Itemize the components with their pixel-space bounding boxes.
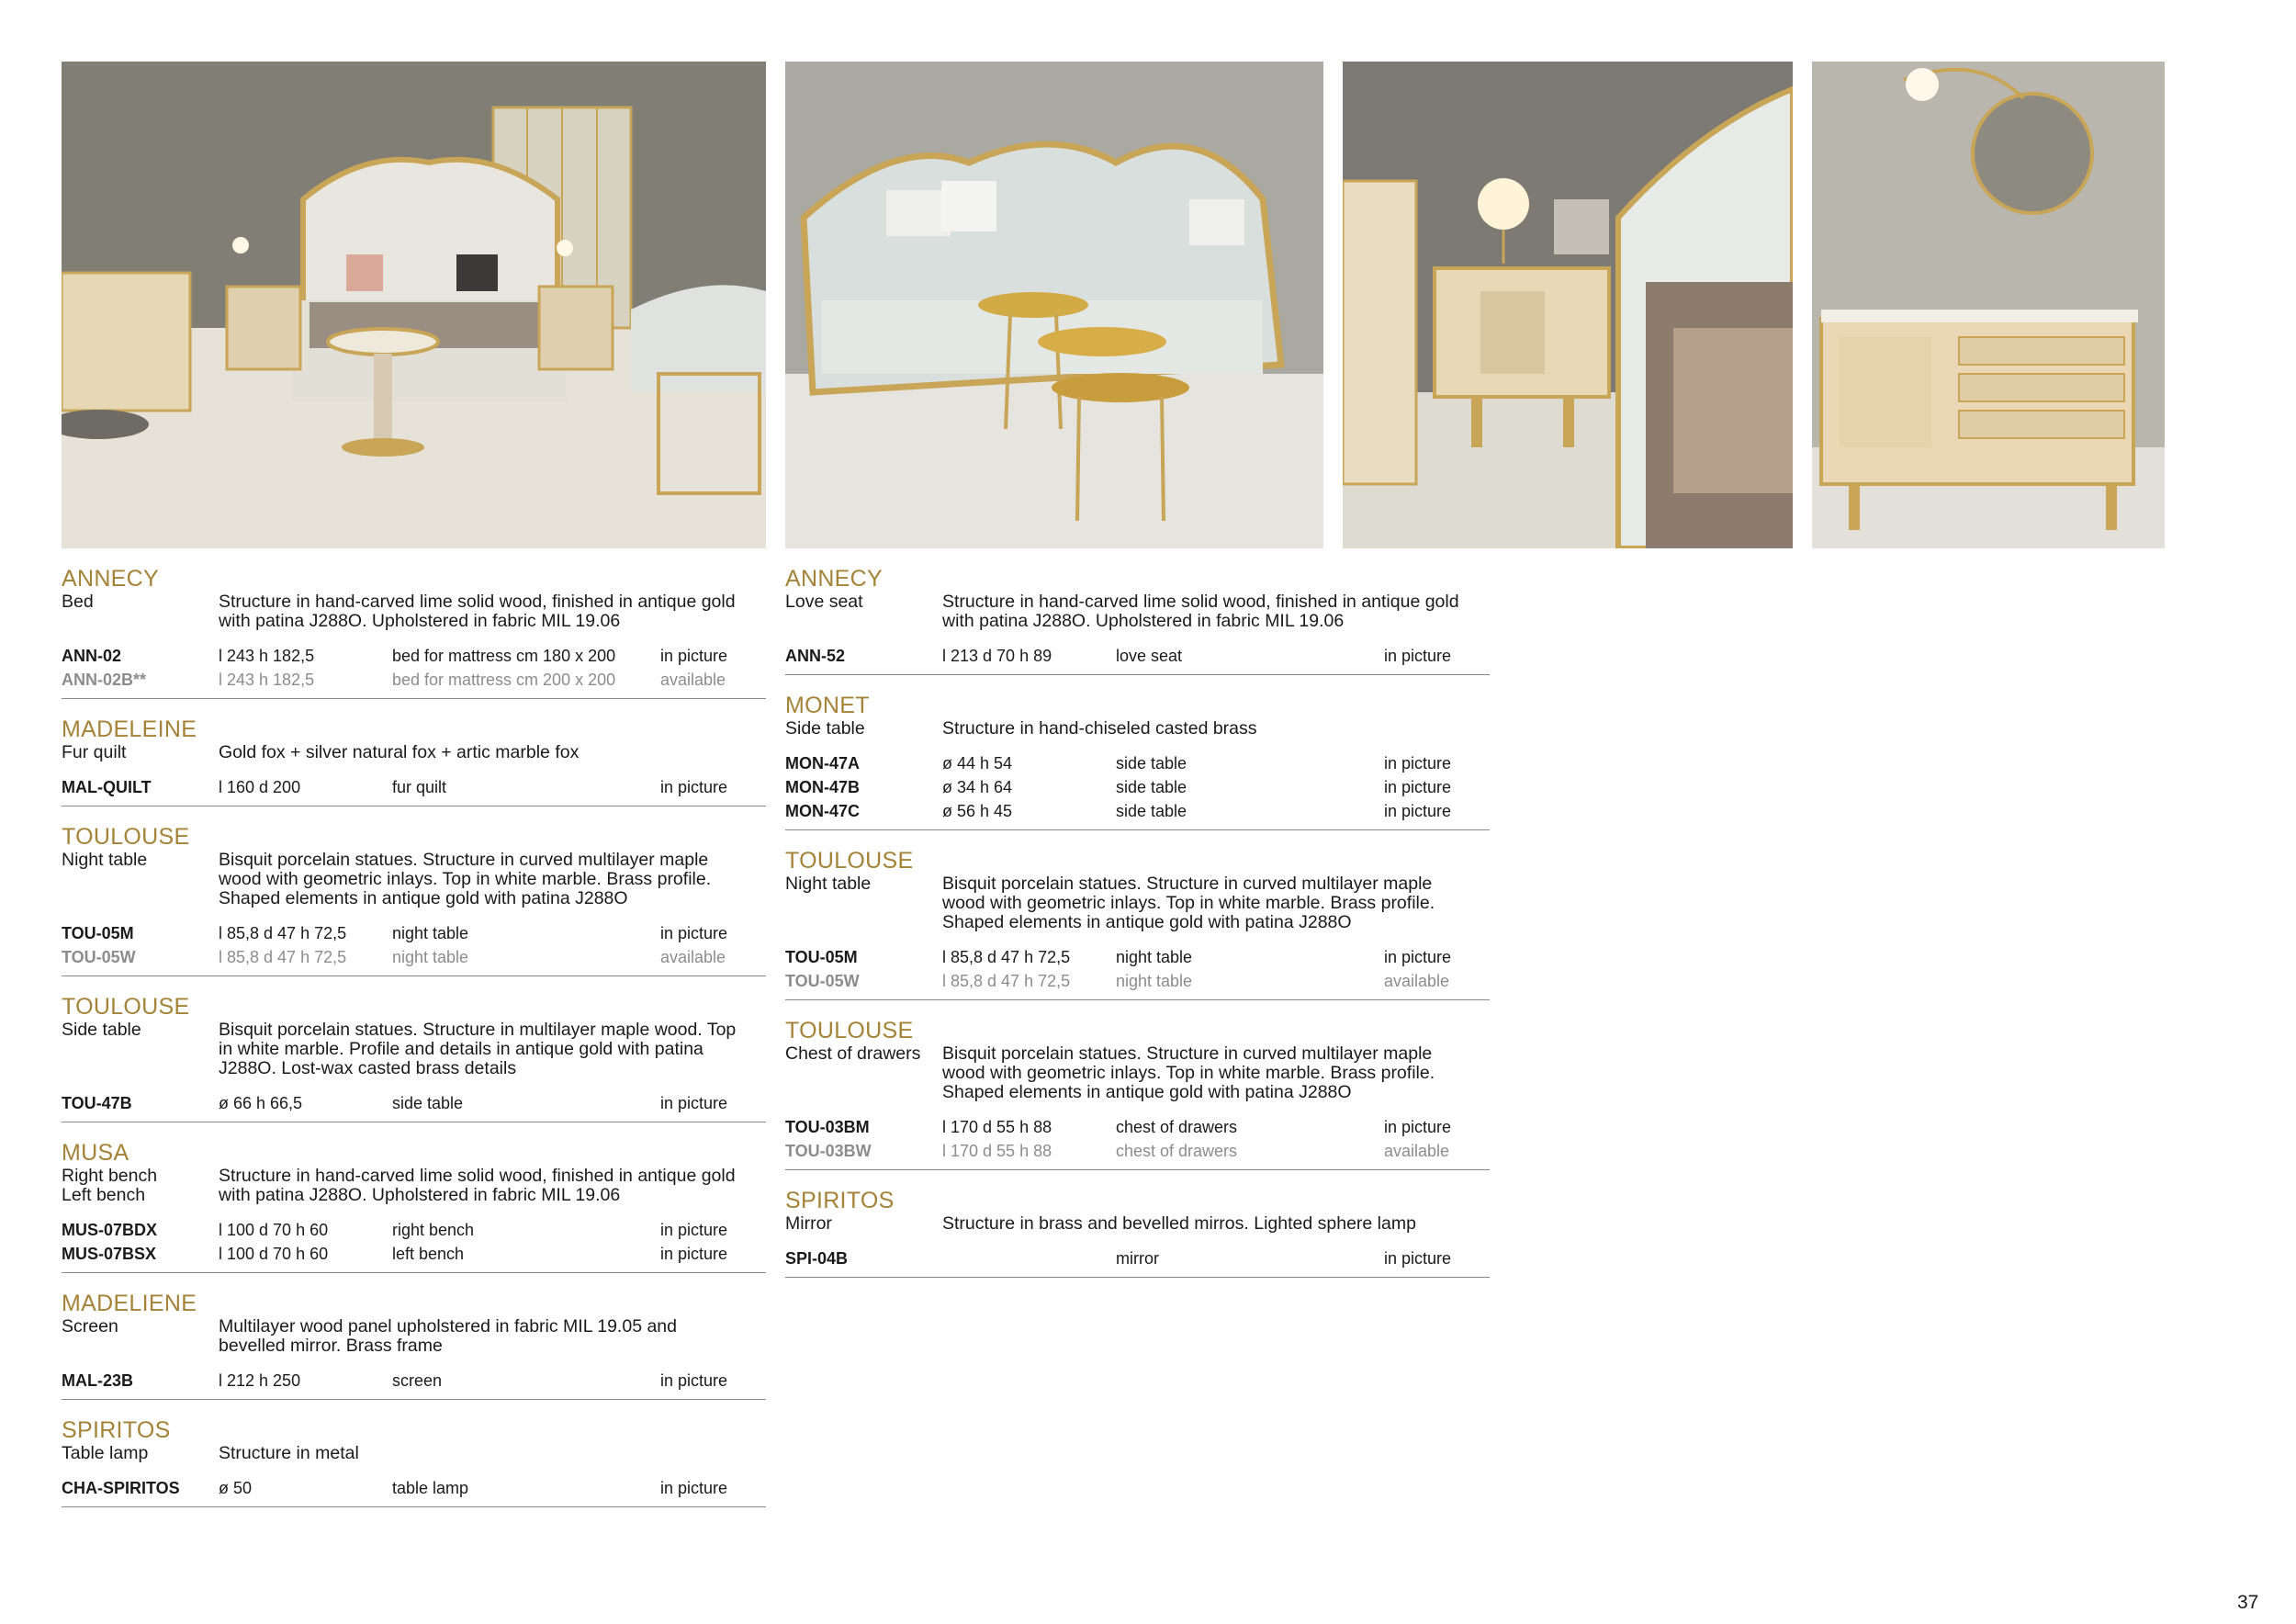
product-dims: l 100 d 70 h 60 xyxy=(219,1221,329,1239)
product-code-table xyxy=(785,1246,1490,1278)
product-type: Mirror xyxy=(785,1213,832,1234)
product-status: available xyxy=(1384,1142,1450,1160)
product-code-row xyxy=(62,1218,766,1242)
product-dims: ø 66 h 66,5 xyxy=(219,1094,303,1112)
product-code-table xyxy=(62,1091,766,1122)
product-type: night table xyxy=(392,924,469,942)
product-dims: l 85,8 d 47 h 72,5 xyxy=(942,948,1071,966)
product-status: in picture xyxy=(1384,647,1452,665)
product-type: left bench xyxy=(392,1245,465,1263)
product-code: MON-47B xyxy=(785,778,861,796)
product-code: TOU-05M xyxy=(785,948,858,966)
product-code-row xyxy=(785,1115,1490,1139)
product-dims: l 170 d 55 h 88 xyxy=(942,1118,1052,1136)
product-type: fur quilt xyxy=(392,778,447,796)
product-type: mirror xyxy=(1116,1249,1159,1268)
product-code: TOU-03BM xyxy=(785,1118,870,1136)
product-code-row xyxy=(785,751,1490,775)
product-code-table xyxy=(62,1476,766,1507)
product-status: in picture xyxy=(1384,1118,1452,1136)
product-code-table xyxy=(62,1369,766,1400)
product-dims: ø 44 h 54 xyxy=(942,754,1013,773)
bedroom-scene-photo xyxy=(62,62,766,548)
product-collection-name: TOULOUSE xyxy=(785,1018,914,1043)
product-header xyxy=(785,719,1490,739)
product-type: Side table xyxy=(785,718,865,739)
product-collection-name: MADELIENE xyxy=(62,1291,197,1316)
product-type: table lamp xyxy=(392,1479,469,1497)
product-status: in picture xyxy=(660,1245,728,1263)
product-description: Structure in brass and bevelled mirros. Lighted sphere lamp xyxy=(942,1213,1416,1234)
product-type: Bed xyxy=(62,592,94,612)
night-table-photo xyxy=(1343,62,1793,548)
product-collection-name: TOULOUSE xyxy=(785,848,914,874)
product-status: in picture xyxy=(660,924,728,942)
product-dims: ø 34 h 64 xyxy=(942,778,1013,796)
product-dims: l 213 d 70 h 89 xyxy=(942,647,1052,665)
product-type: Screen xyxy=(62,1316,118,1336)
product-collection-name: MONET xyxy=(785,693,870,718)
product-code: TOU-03BW xyxy=(785,1142,872,1160)
product-dims: ø 56 h 45 xyxy=(942,802,1013,820)
product-code: MAL-23B xyxy=(62,1371,134,1390)
product-dims xyxy=(942,1246,1116,1270)
product-header xyxy=(785,1214,1490,1234)
product-dims: l 85,8 d 47 h 72,5 xyxy=(219,948,347,966)
product-code-table xyxy=(62,921,766,976)
product-entry xyxy=(62,1139,766,1273)
product-type: Table lamp xyxy=(62,1443,149,1463)
product-type: night table xyxy=(1116,948,1193,966)
product-code-row xyxy=(785,945,1490,969)
product-code-row xyxy=(62,644,766,668)
product-status: in picture xyxy=(660,1221,728,1239)
product-status: in picture xyxy=(660,647,728,665)
product-dims: l 85,8 d 47 h 72,5 xyxy=(219,924,347,942)
product-type: Side table xyxy=(62,1020,141,1040)
product-entry xyxy=(785,1017,1490,1170)
product-type: Right bench Left bench xyxy=(62,1166,158,1205)
product-dims: l 170 d 55 h 88 xyxy=(942,1142,1052,1160)
product-code-row xyxy=(62,1476,766,1500)
product-collection-name: MADELEINE xyxy=(62,716,197,742)
product-code: ANN-52 xyxy=(785,647,846,665)
right-spec-column xyxy=(785,565,1490,1294)
product-status: in picture xyxy=(1384,754,1452,773)
product-code-row xyxy=(785,775,1490,799)
product-dims: ø 50 xyxy=(219,1479,253,1497)
product-code: TOU-47B xyxy=(62,1094,132,1112)
product-status: in picture xyxy=(660,778,728,796)
product-code-row xyxy=(785,969,1490,993)
product-type: screen xyxy=(392,1371,443,1390)
product-status: available xyxy=(660,948,726,966)
product-type: bed for mattress cm 180 x 200 xyxy=(392,647,616,665)
product-header xyxy=(62,851,766,908)
product-header xyxy=(62,1317,766,1356)
product-code: MON-47C xyxy=(785,802,861,820)
product-description: Bisquit porcelain statues. Structure in curved multilayer maple wood with geometric inlays. Top in white marble. Brass profile. Shaped elements in antique gold with patina J288O xyxy=(219,850,712,908)
product-description: Bisquit porcelain statues. Structure in curved multilayer maple wood with geometric inlays. Top in white marble. Brass profile. Shaped elements in antique gold with patina J288O xyxy=(942,874,1435,932)
product-code: MON-47A xyxy=(785,754,861,773)
product-status: available xyxy=(1384,972,1450,990)
product-type: side table xyxy=(1116,778,1187,796)
page-number: 37 xyxy=(2237,1592,2259,1613)
product-status: in picture xyxy=(660,1371,728,1390)
product-code: TOU-05M xyxy=(62,924,134,942)
product-entry xyxy=(785,565,1490,675)
product-status: available xyxy=(660,671,726,689)
product-description: Gold fox + silver natural fox + artic marble fox xyxy=(219,742,580,762)
product-header xyxy=(62,743,766,762)
product-code-table xyxy=(62,1218,766,1273)
product-entry xyxy=(785,1187,1490,1278)
product-code-row xyxy=(62,1369,766,1393)
product-code-table xyxy=(785,644,1490,675)
product-entry xyxy=(62,993,766,1122)
product-collection-name: ANNECY xyxy=(785,566,883,592)
product-entry xyxy=(62,1416,766,1507)
product-code-row xyxy=(62,1242,766,1266)
product-type: side table xyxy=(392,1094,464,1112)
product-entry xyxy=(785,692,1490,830)
product-code: TOU-05W xyxy=(62,948,136,966)
product-header xyxy=(62,1167,766,1205)
product-status: in picture xyxy=(660,1479,728,1497)
product-type: Fur quilt xyxy=(62,742,127,762)
product-entry xyxy=(62,823,766,976)
product-code: MAL-QUILT xyxy=(62,778,152,796)
product-description: Structure in hand-carved lime solid wood, finished in antique gold with patina J288O. Upholstered in fabric MIL 19.06 xyxy=(219,592,736,631)
product-type: Night table xyxy=(62,850,148,870)
product-type: Night table xyxy=(785,874,872,894)
product-status: in picture xyxy=(1384,778,1452,796)
product-code-row xyxy=(62,775,766,799)
product-status: in picture xyxy=(1384,802,1452,820)
product-type: side table xyxy=(1116,802,1187,820)
product-code-row xyxy=(785,1139,1490,1163)
product-status: in picture xyxy=(660,1094,728,1112)
product-entry xyxy=(62,565,766,699)
product-entry xyxy=(62,716,766,806)
product-type: chest of drawers xyxy=(1116,1118,1238,1136)
product-status: in picture xyxy=(1384,948,1452,966)
product-collection-name: SPIRITOS xyxy=(62,1417,171,1443)
love-seat-photo xyxy=(785,62,1323,548)
product-dims: l 243 h 182,5 xyxy=(219,647,315,665)
product-code: MUS-07BDX xyxy=(62,1221,158,1239)
product-code: TOU-05W xyxy=(785,972,860,990)
product-header xyxy=(62,1444,766,1463)
product-collection-name: TOULOUSE xyxy=(62,824,190,850)
product-code-row xyxy=(785,799,1490,823)
product-code-row xyxy=(62,1091,766,1115)
product-dims: l 243 h 182,5 xyxy=(219,671,315,689)
product-status: in picture xyxy=(1384,1249,1452,1268)
product-code: MUS-07BSX xyxy=(62,1245,157,1263)
product-header xyxy=(62,592,766,631)
product-description: Structure in hand-carved lime solid wood, finished in antique gold with patina J288O. Upholstered in fabric MIL 19.06 xyxy=(219,1166,736,1205)
product-type: side table xyxy=(1116,754,1187,773)
product-collection-name: TOULOUSE xyxy=(62,994,190,1020)
product-description: Structure in metal xyxy=(219,1443,359,1463)
product-type: chest of drawers xyxy=(1116,1142,1238,1160)
product-description: Structure in hand-chiseled casted brass xyxy=(942,718,1257,739)
product-collection-name: ANNECY xyxy=(62,566,159,592)
product-code-row xyxy=(62,668,766,692)
product-dims: l 160 d 200 xyxy=(219,778,301,796)
product-dims: l 212 h 250 xyxy=(219,1371,301,1390)
product-type: Love seat xyxy=(785,592,863,612)
product-type: bed for mattress cm 200 x 200 xyxy=(392,671,616,689)
product-collection-name: SPIRITOS xyxy=(785,1188,895,1213)
product-code-row xyxy=(785,1246,1490,1270)
left-spec-column xyxy=(62,565,766,1524)
product-code-row xyxy=(785,644,1490,668)
product-description: Multilayer wood panel upholstered in fabric MIL 19.05 and bevelled mirror. Brass frame xyxy=(219,1316,677,1356)
product-header xyxy=(785,1044,1490,1102)
product-dims: l 100 d 70 h 60 xyxy=(219,1245,329,1263)
product-collection-name: MUSA xyxy=(62,1140,129,1166)
product-header xyxy=(785,592,1490,631)
product-description: Bisquit porcelain statues. Structure in curved multilayer maple wood with geometric inlays. Top in white marble. Brass profile. Shaped elements in antique gold with patina J288O xyxy=(942,1043,1435,1102)
product-code-table xyxy=(62,775,766,806)
product-code-row xyxy=(62,921,766,945)
product-type: Chest of drawers xyxy=(785,1043,921,1064)
product-code: SPI-04B xyxy=(785,1249,849,1268)
product-code: CHA-SPIRITOS xyxy=(62,1479,180,1497)
product-entry xyxy=(62,1290,766,1400)
product-type: night table xyxy=(1116,972,1193,990)
product-header xyxy=(62,1021,766,1078)
product-code-row xyxy=(62,945,766,969)
product-type: night table xyxy=(392,948,469,966)
product-code-table xyxy=(785,751,1490,830)
product-code: ANN-02B** xyxy=(62,671,147,689)
product-code-table xyxy=(62,644,766,699)
product-dims: l 85,8 d 47 h 72,5 xyxy=(942,972,1071,990)
product-type: love seat xyxy=(1116,647,1183,665)
product-code-table xyxy=(785,1115,1490,1170)
chest-of-drawers-photo xyxy=(1812,62,2165,548)
product-code: ANN-02 xyxy=(62,647,122,665)
product-header xyxy=(785,874,1490,932)
product-code-table xyxy=(785,945,1490,1000)
product-entry xyxy=(785,847,1490,1000)
product-type: right bench xyxy=(392,1221,475,1239)
product-description: Bisquit porcelain statues. Structure in multilayer maple wood. Top in white marble. Profile and details in antique gold with patina J288O. Lost-wax casted brass details xyxy=(219,1020,737,1078)
product-description: Structure in hand-carved lime solid wood, finished in antique gold with patina J288O. Upholstered in fabric MIL 19.06 xyxy=(942,592,1459,631)
